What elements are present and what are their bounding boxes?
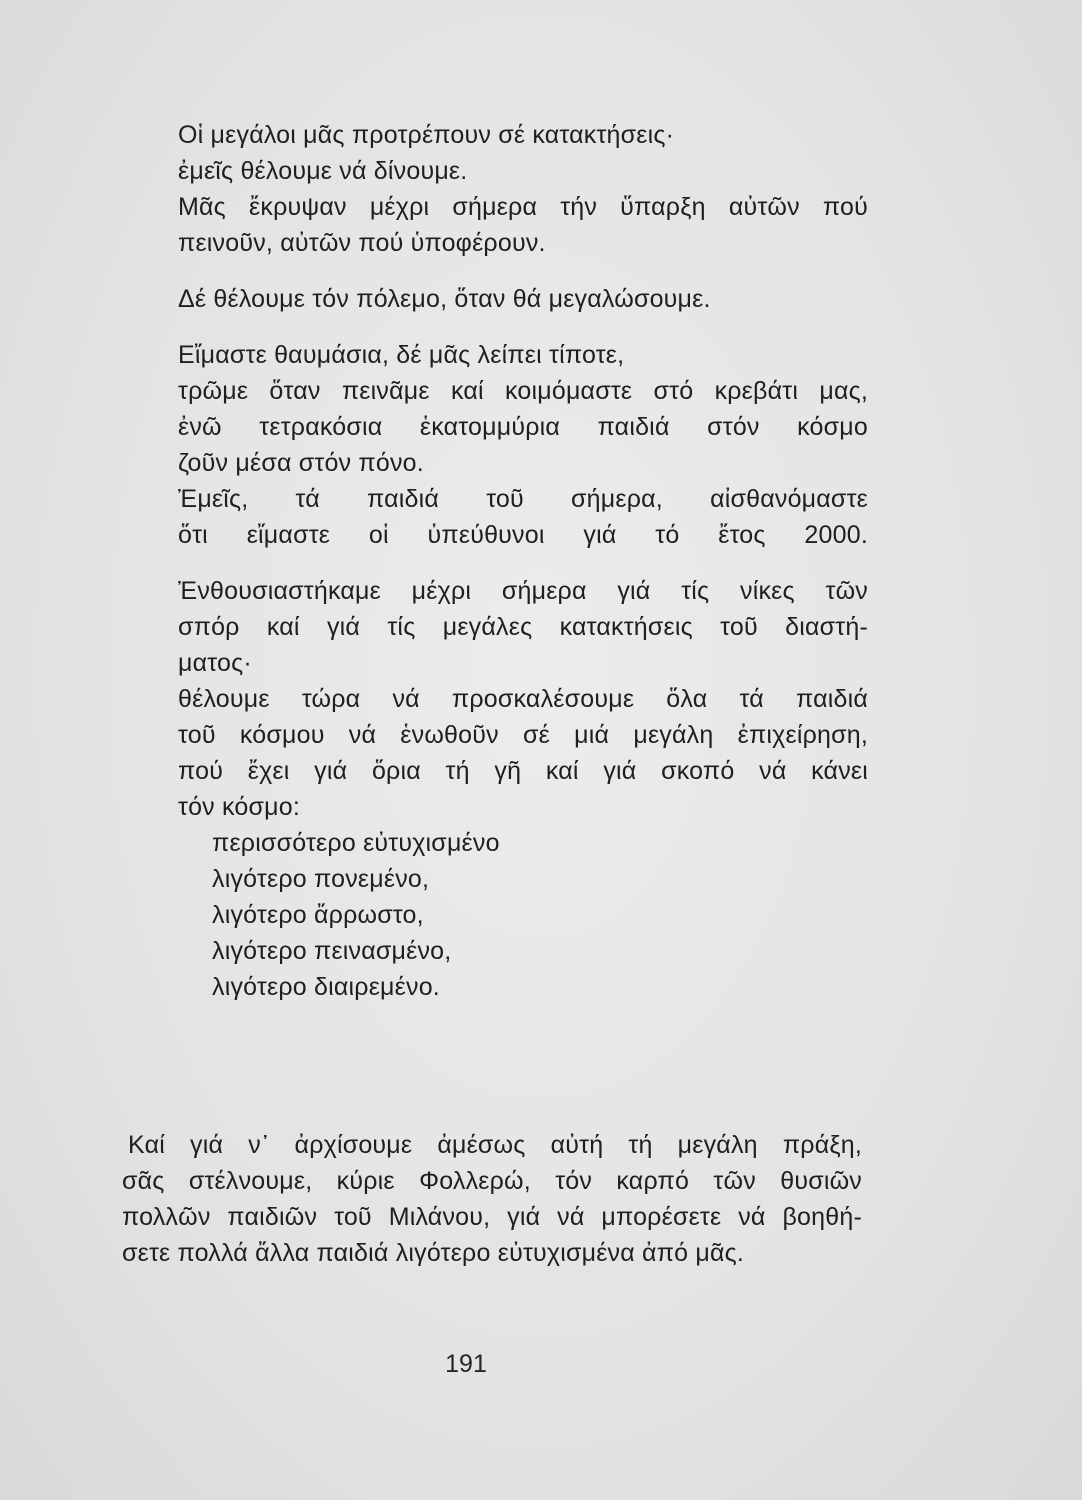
text-line: ματος· xyxy=(178,649,252,677)
list-item: λιγότερο διαιρεμένο. xyxy=(212,973,440,1001)
text-line: Μᾶς ἔκρυψαν μέχρι σήμερα τήν ὕπαρξη αὐτῶν πού xyxy=(178,193,868,221)
text-line: θέλουμε τώρα νά προσκαλέσουμε ὅλα τά παιδιά xyxy=(178,685,868,713)
text-line: Καί γιά ν᾽ ἀρχίσουμε ἀμέσως αὐτή τή μεγάλη πράξη, xyxy=(128,1131,862,1159)
text-line: πού ἔχει γιά ὅρια τή γῆ καί γιά σκοπό νά κάνει xyxy=(178,757,868,785)
list-item: περισσότερο εὐτυχισμένο xyxy=(212,829,500,857)
stanza-3 xyxy=(178,337,868,553)
text-line: Δέ θέλουμε τόν πόλεμο, ὅταν θά μεγαλώσουμε. xyxy=(178,285,711,313)
text-line: ζοῦν μέσα στόν πόνο. xyxy=(178,449,424,477)
list-item: λιγότερο ἄρρωστο, xyxy=(212,901,424,929)
text-line: Ἐνθουσιαστήκαμε μέχρι σήμερα γιά τίς νίκες τῶν xyxy=(178,577,868,605)
text-line: ὅτι εἴμαστε οἱ ὑπεύθυνοι γιά τό ἔτος 2000. xyxy=(178,521,868,549)
list-item: λιγότερο πεινασμένο, xyxy=(212,937,452,965)
text-line: τρῶμε ὅταν πεινᾶμε καί κοιμόμαστε στό κρεβάτι μας, xyxy=(178,377,868,405)
text-line: Ἐμεῖς, τά παιδιά τοῦ σήμερα, αἰσθανόμαστε xyxy=(178,485,868,513)
text-line: ἐνῶ τετρακόσια ἑκατομμύρια παιδιά στόν κόσμο xyxy=(178,413,868,441)
poem-body xyxy=(178,117,868,1005)
stanza-2 xyxy=(178,281,868,317)
text-line: σπόρ καί γιά τίς μεγάλες κατακτήσεις τοῦ διαστή- xyxy=(178,613,868,641)
text-line: πολλῶν παιδιῶν τοῦ Μιλάνου, γιά νά μπορέσετε νά βοηθή- xyxy=(122,1203,862,1231)
wish-list xyxy=(178,825,868,1005)
stanza-4 xyxy=(178,573,868,825)
text-line: ἐμεῖς θέλουμε νά δίνουμε. xyxy=(178,157,468,185)
text-line: σετε πολλά ἄλλα παιδιά λιγότερο εὐτυχισμένα ἀπό μᾶς. xyxy=(122,1239,745,1267)
stanza-1 xyxy=(178,117,868,261)
text-line: πεινοῦν, αὐτῶν πού ὑποφέρουν. xyxy=(178,229,546,257)
text-line: Οἱ μεγάλοι μᾶς προτρέπουν σέ κατακτήσεις· xyxy=(178,121,675,149)
text-line: τόν κόσμο: xyxy=(178,793,301,821)
text-line: Εἴμαστε θαυμάσια, δέ μᾶς λείπει τίποτε, xyxy=(178,341,625,369)
list-item: λιγότερο πονεμένο, xyxy=(212,865,430,893)
text-line: σᾶς στέλνουμε, κύριε Φολλερώ, τόν καρπό τῶν θυσιῶν xyxy=(122,1167,862,1195)
page-number: 191 xyxy=(445,1350,487,1378)
text-line: τοῦ κόσμου νά ἑνωθοῦν σέ μιά μεγάλη ἐπιχείρηση, xyxy=(178,721,868,749)
closing-paragraph xyxy=(122,1127,862,1271)
